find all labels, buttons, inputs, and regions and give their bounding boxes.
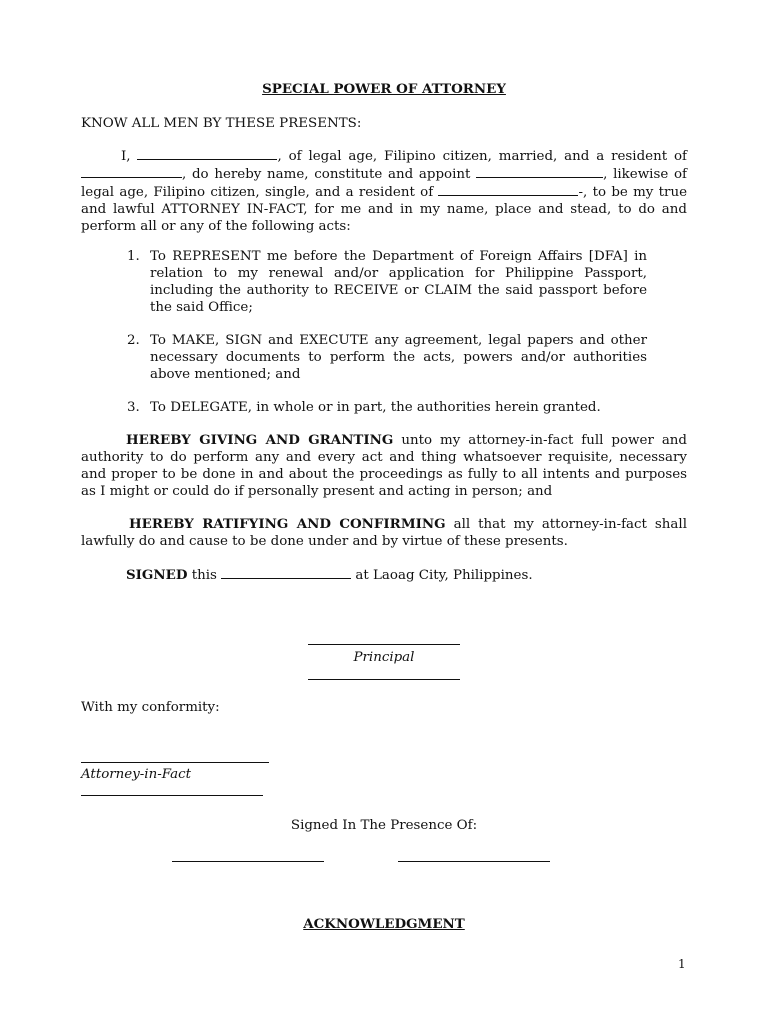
list-item-line: including the authority to RECEIVE or CLAIM the said passport before bbox=[150, 283, 647, 298]
principal-signature-line[interactable] bbox=[308, 644, 460, 645]
ratifying-line-2: lawfully do and cause to be done under and by virtue of these presents. bbox=[81, 534, 568, 549]
ratifying-bold: HEREBY RATIFYING AND CONFIRMING bbox=[129, 516, 446, 532]
signed-text: at Laoag City, Philippines. bbox=[355, 568, 533, 583]
intro-text: legal age, Filipino citizen, single, and a resident of bbox=[81, 185, 434, 200]
list-item-line: To REPRESENT me before the Department of Foreign Affairs [DFA] in bbox=[150, 249, 647, 264]
attorney-label-text: Attorney-in-Fact bbox=[81, 767, 191, 782]
signed-text: this bbox=[191, 568, 217, 583]
list-item-number: 1. bbox=[127, 249, 140, 264]
list-item-line: necessary documents to perform the acts, powers and/or authorities bbox=[150, 350, 647, 365]
attorney-label bbox=[81, 766, 191, 783]
intro-text: I, bbox=[121, 149, 131, 164]
ratifying-text: all that my attorney-in-fact shall bbox=[453, 517, 687, 532]
principal-address-blank[interactable] bbox=[81, 165, 182, 178]
list-item-line: relation to my renewal and/or application for Philippine Passport, bbox=[150, 266, 647, 281]
acknowledgment-heading: ACKNOWLEDGMENT bbox=[303, 916, 465, 932]
intro-line-2 bbox=[81, 165, 687, 183]
signed-bold: SIGNED bbox=[126, 567, 188, 583]
document-title: SPECIAL POWER OF ATTORNEY bbox=[262, 81, 506, 97]
giving-line-1 bbox=[81, 432, 687, 449]
list-item-line: the said Office; bbox=[150, 300, 253, 315]
principal-label bbox=[308, 649, 460, 666]
list-item-text bbox=[150, 399, 647, 416]
list-item-number: 2. bbox=[127, 333, 140, 348]
date-blank[interactable] bbox=[221, 566, 351, 579]
intro-line-1 bbox=[81, 147, 687, 165]
signed-line bbox=[126, 566, 533, 584]
giving-line-4: as I might or could do if personally present and acting in person; and bbox=[81, 484, 553, 499]
intro-text: , do hereby name, constitute and appoint bbox=[182, 167, 471, 182]
giving-line-3: and proper to be done in and about the proceedings as fully to all intents and purposes bbox=[81, 467, 687, 482]
giving-line-2: authority to do perform any and every act and thing whatsoever requisite, necessary bbox=[81, 450, 687, 465]
intro-line-3 bbox=[81, 183, 687, 201]
principal-name-blank[interactable] bbox=[137, 147, 277, 160]
attorney-signature-line[interactable] bbox=[81, 762, 269, 763]
intro-paragraph bbox=[81, 147, 687, 235]
intro-text: , likewise of bbox=[603, 167, 688, 182]
principal-label-text: Principal bbox=[353, 650, 415, 665]
attorney-name-blank[interactable] bbox=[476, 165, 603, 178]
intro-text: , of legal age, Filipino citizen, married, and a resident of bbox=[277, 149, 687, 164]
intro-text: -, to be my true bbox=[578, 185, 688, 200]
witness-2-line[interactable] bbox=[398, 861, 550, 862]
list-item-text bbox=[150, 332, 647, 383]
ratifying-line-1 bbox=[81, 516, 687, 533]
attorney-name-line[interactable] bbox=[81, 795, 263, 796]
ratifying-paragraph bbox=[81, 516, 687, 550]
list-item-text bbox=[150, 248, 647, 316]
list-item-line: To DELEGATE, in whole or in part, the authorities herein granted. bbox=[150, 400, 601, 415]
intro-line-4: and lawful ATTORNEY IN-FACT, for me and in my name, place and stead, to do and bbox=[81, 202, 687, 217]
list-item-number: 3. bbox=[127, 400, 140, 415]
attorney-address-blank[interactable] bbox=[438, 183, 578, 196]
list-item-line: above mentioned; and bbox=[150, 367, 301, 382]
giving-bold: HEREBY GIVING AND GRANTING bbox=[126, 432, 394, 448]
giving-text: unto my attorney-in-fact full power and bbox=[401, 433, 687, 448]
page-number: 1 bbox=[678, 957, 686, 971]
conformity-text: With my conformity: bbox=[81, 700, 220, 715]
witness-1-line[interactable] bbox=[172, 861, 324, 862]
presence-heading: Signed In The Presence Of: bbox=[290, 818, 478, 833]
list-item-line: To MAKE, SIGN and EXECUTE any agreement, legal papers and other bbox=[150, 333, 647, 348]
giving-paragraph bbox=[81, 432, 687, 500]
intro-line-5: perform all or any of the following acts: bbox=[81, 219, 351, 234]
know-all-heading: KNOW ALL MEN BY THESE PRESENTS: bbox=[81, 116, 362, 131]
principal-name-line[interactable] bbox=[308, 679, 460, 680]
